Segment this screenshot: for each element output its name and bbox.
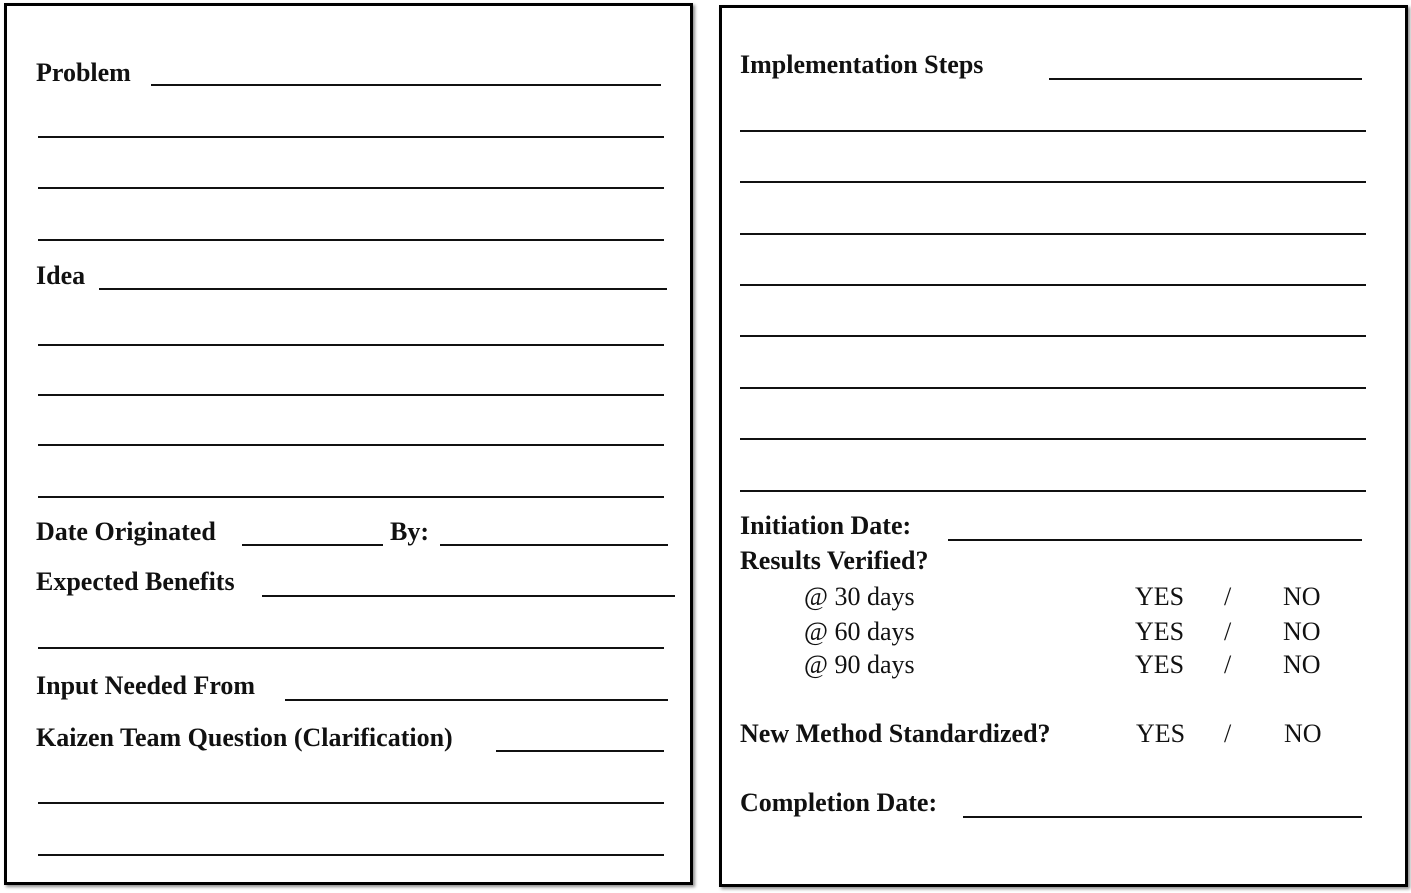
problem-field[interactable]	[151, 84, 661, 86]
verify-60-period: @ 60 days	[804, 617, 915, 646]
verify-90-yes[interactable]: YES	[1135, 650, 1185, 679]
implementation-line-3[interactable]	[740, 181, 1366, 183]
by-label: By:	[390, 517, 429, 546]
date-originated-field[interactable]	[242, 544, 383, 546]
implementation-steps-field[interactable]	[1049, 78, 1362, 80]
expected-benefits-label: Expected Benefits	[36, 567, 235, 596]
completion-date-field[interactable]	[963, 816, 1362, 818]
standardized-yes[interactable]: YES	[1136, 719, 1186, 748]
verify-30-period: @ 30 days	[804, 582, 915, 611]
implementation-line-4[interactable]	[740, 233, 1366, 235]
implementation-line-2[interactable]	[740, 130, 1366, 132]
implementation-line-9[interactable]	[740, 490, 1366, 492]
verify-60-no[interactable]: NO	[1283, 617, 1321, 646]
verify-30-yes[interactable]: YES	[1135, 582, 1185, 611]
by-field[interactable]	[440, 544, 668, 546]
kaizen-question-label: Kaizen Team Question (Clarification)	[36, 723, 453, 752]
idea-line-5[interactable]	[38, 496, 664, 498]
results-verified-label: Results Verified?	[740, 546, 929, 575]
input-needed-label: Input Needed From	[36, 671, 256, 700]
verify-60-yes[interactable]: YES	[1135, 617, 1185, 646]
verify-90-period: @ 90 days	[804, 650, 915, 679]
verify-30-no[interactable]: NO	[1283, 582, 1321, 611]
problem-line-4[interactable]	[38, 239, 664, 241]
initiation-date-field[interactable]	[948, 539, 1362, 541]
kaizen-card-back	[719, 5, 1408, 887]
implementation-line-5[interactable]	[740, 284, 1366, 286]
kaizen-question-line-2[interactable]	[38, 802, 664, 804]
input-needed-field[interactable]	[285, 699, 668, 701]
idea-label: Idea	[36, 261, 86, 290]
verify-60-separator: /	[1224, 617, 1232, 646]
kaizen-question-line-3[interactable]	[38, 854, 664, 856]
date-originated-label: Date Originated	[36, 517, 216, 546]
kaizen-question-field[interactable]	[496, 750, 664, 752]
expected-benefits-line-2[interactable]	[38, 647, 664, 649]
implementation-line-6[interactable]	[740, 335, 1366, 337]
initiation-date-label: Initiation Date:	[740, 511, 912, 540]
problem-label: Problem	[36, 58, 131, 87]
verify-90-no[interactable]: NO	[1283, 650, 1321, 679]
implementation-line-7[interactable]	[740, 387, 1366, 389]
standardized-no[interactable]: NO	[1284, 719, 1322, 748]
problem-line-2[interactable]	[38, 136, 664, 138]
idea-field[interactable]	[99, 288, 667, 290]
idea-line-2[interactable]	[38, 344, 664, 346]
problem-line-3[interactable]	[38, 187, 664, 189]
idea-line-4[interactable]	[38, 444, 664, 446]
completion-date-label: Completion Date:	[740, 788, 938, 817]
kaizen-card-front	[4, 3, 693, 885]
verify-90-separator: /	[1224, 650, 1232, 679]
expected-benefits-field[interactable]	[262, 595, 675, 597]
implementation-steps-label: Implementation Steps	[740, 50, 984, 79]
standardized-label: New Method Standardized?	[740, 719, 1051, 748]
standardized-separator: /	[1224, 719, 1232, 748]
implementation-line-8[interactable]	[740, 438, 1366, 440]
verify-30-separator: /	[1224, 582, 1232, 611]
idea-line-3[interactable]	[38, 394, 664, 396]
